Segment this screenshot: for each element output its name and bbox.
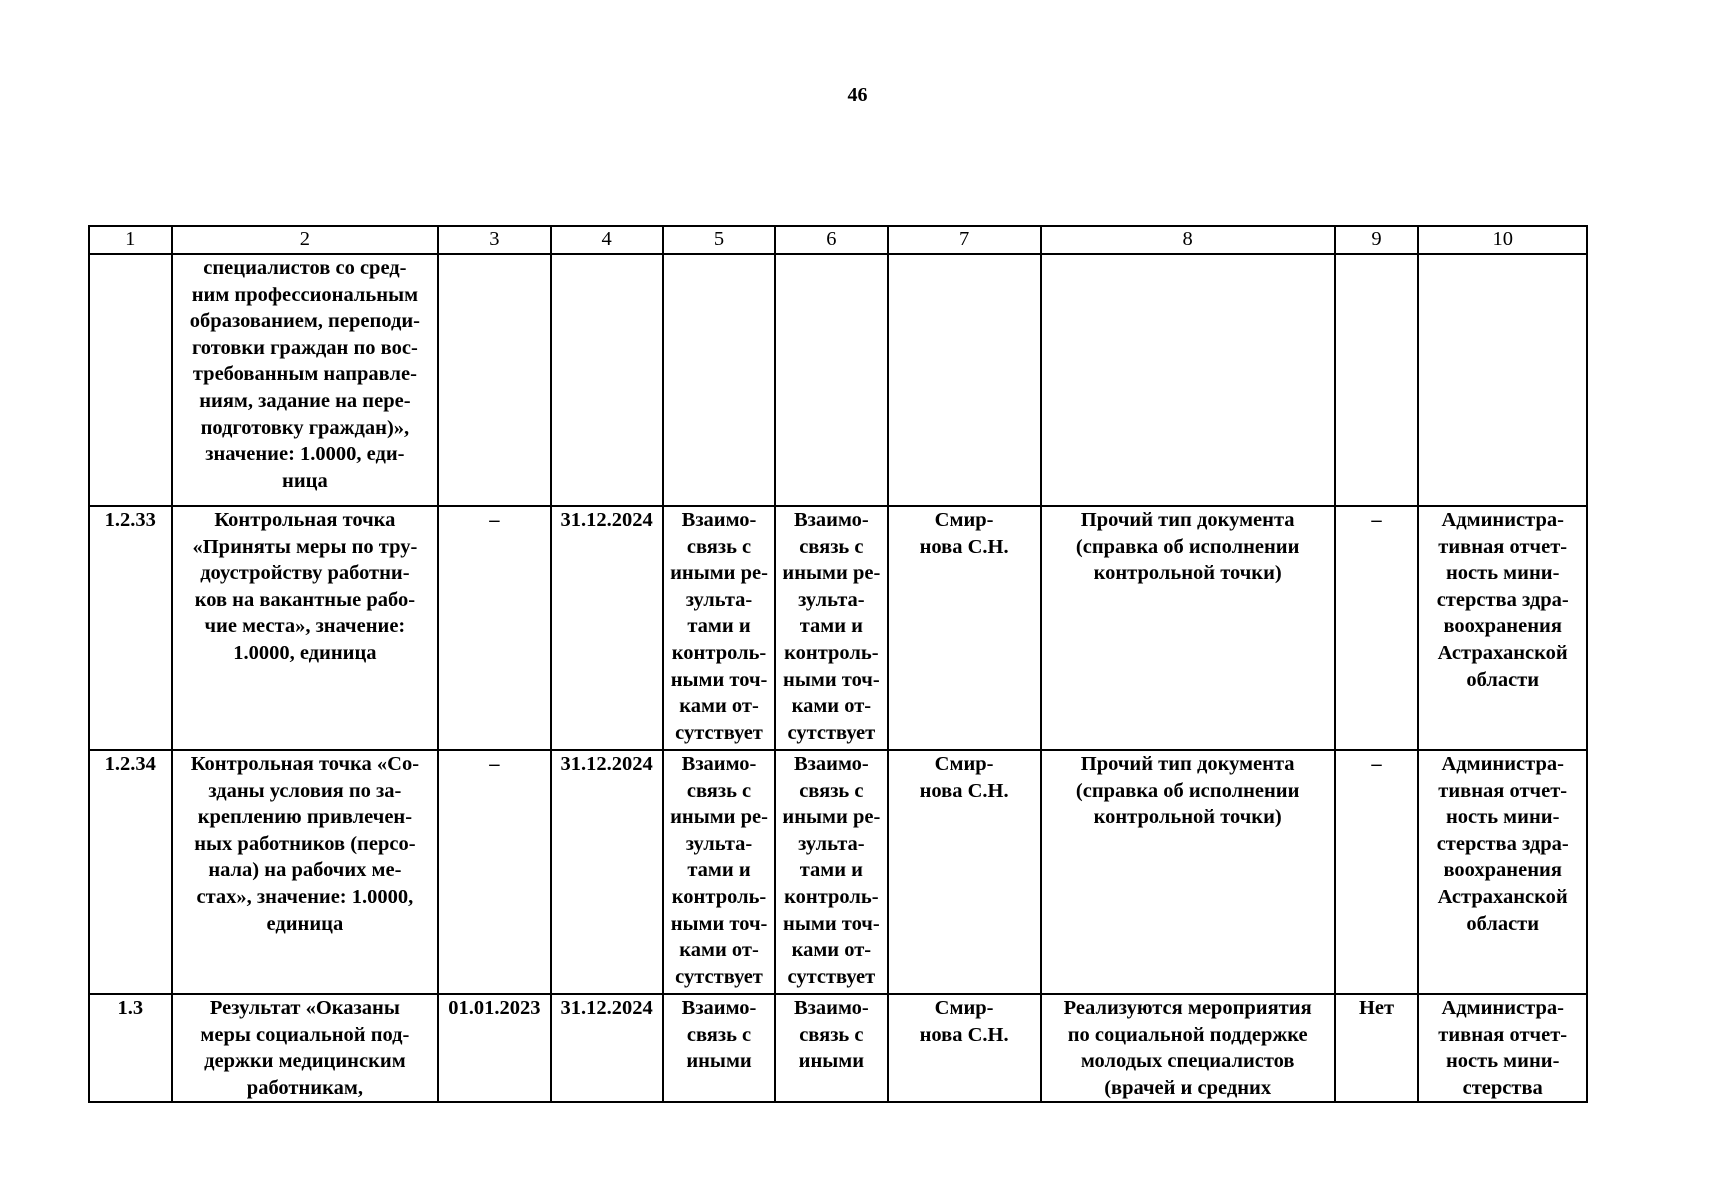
cell-text-line: контрольной точки) xyxy=(1093,806,1282,829)
table-cell-col-8 xyxy=(1041,506,1335,750)
cell-text-line: связь с xyxy=(686,779,752,802)
cell-text-line: 1.0000, единица xyxy=(233,641,377,664)
cell-text-line: готовки граждан по вос- xyxy=(191,336,418,359)
table-cell-col-6 xyxy=(775,750,887,994)
cell-text-line: тами и xyxy=(799,859,863,882)
page-number: 46 xyxy=(847,84,868,106)
cell-text-line: стах», значение: 1.0000, xyxy=(196,885,414,908)
cell-text-line: иными ре- xyxy=(670,562,768,585)
cell-text-line: сутствует xyxy=(787,721,876,744)
cell-text-line: Контрольная точка «Со- xyxy=(190,753,420,775)
cell-text-line: ков на вакантные рабо- xyxy=(194,588,416,611)
cell-text-line: связь с xyxy=(799,1023,864,1046)
cell-text-line: контроль- xyxy=(671,641,767,664)
table-cell-col-7 xyxy=(888,750,1041,994)
table-cell-col-1 xyxy=(89,750,172,994)
cell-text-line: ность мини- xyxy=(1445,562,1560,585)
cell-text-line: Взаимо- xyxy=(793,997,869,1019)
table-row xyxy=(89,994,1587,1102)
table-cell-col-5 xyxy=(663,750,775,994)
table-cell-col-8 xyxy=(1041,254,1335,506)
table-cell-col-3 xyxy=(438,506,550,750)
table-cell-col-7 xyxy=(888,994,1041,1102)
cell-text-line: тами и xyxy=(799,615,863,638)
cell-text-line: единица xyxy=(266,912,344,935)
cell-text-line: ность мини- xyxy=(1445,806,1560,829)
document-table xyxy=(88,225,1588,1103)
table-cell-col-3 xyxy=(438,750,550,994)
table-cell-col-4 xyxy=(551,254,663,506)
table-cell-col-2 xyxy=(172,994,439,1102)
header-cell: 10 xyxy=(1418,226,1587,254)
cell-text-line: (врачей и средних xyxy=(1104,1076,1272,1099)
cell-text-line: чие места», значение: xyxy=(204,615,406,638)
cell-text-line: ница xyxy=(282,469,328,492)
cell-text-line: тивная отчет- xyxy=(1438,535,1568,558)
cell-text-line: образованием, переподи- xyxy=(189,310,420,333)
cell-text-line: ками от- xyxy=(679,695,759,718)
table-cell-col-10 xyxy=(1418,254,1587,506)
header-cell: 5 xyxy=(663,226,775,254)
header-cell: 4 xyxy=(551,226,663,254)
cell-text-line: Смир- xyxy=(934,753,994,775)
cell-text-line: Взаимо- xyxy=(793,753,869,775)
table-cell-col-9 xyxy=(1335,994,1419,1102)
table-cell-col-3 xyxy=(438,254,550,506)
cell-text-line: иными xyxy=(798,1050,865,1073)
table-cell-col-8 xyxy=(1041,750,1335,994)
cell-text-line: 31.12.2024 xyxy=(560,997,653,1019)
cell-text-line: ными точ- xyxy=(783,668,880,691)
cell-text-line: зульта- xyxy=(685,832,753,855)
cell-text-line: – xyxy=(489,753,500,775)
cell-text-line: зульта- xyxy=(798,588,865,611)
cell-text-line: Прочий тип документа xyxy=(1080,509,1295,531)
cell-text-line: ниям, задание на пере- xyxy=(199,389,411,412)
cell-text-line: нова С.Н. xyxy=(919,1023,1009,1046)
header-cell: 7 xyxy=(888,226,1041,254)
cell-text-line: Прочий тип документа xyxy=(1080,753,1295,775)
cell-text-line: – xyxy=(1371,753,1382,775)
cell-text-line: доустройству работни- xyxy=(200,562,410,585)
cell-text-line: ками от- xyxy=(791,939,872,962)
cell-text-line: связь с xyxy=(686,1023,752,1046)
cell-text-line: иными xyxy=(686,1050,752,1073)
cell-text-line: 31.12.2024 xyxy=(560,753,653,775)
header-cell: 3 xyxy=(438,226,550,254)
cell-text-line: области xyxy=(1466,668,1540,691)
cell-text-line: ными точ- xyxy=(670,912,768,935)
cell-text-line: держки медицинским xyxy=(204,1050,406,1073)
cell-text-line: Смир- xyxy=(934,509,994,531)
table-cell-col-10 xyxy=(1418,506,1587,750)
cell-text-line: ним профессиональным xyxy=(191,283,419,306)
cell-text-line: иными ре- xyxy=(670,806,768,829)
cell-text-line: ками от- xyxy=(679,939,759,962)
cell-text-line: ными точ- xyxy=(783,912,880,935)
cell-text-line: Взаимо- xyxy=(793,509,869,531)
cell-text-line: креплению привлечен- xyxy=(197,806,413,829)
cell-text-line: Смир- xyxy=(934,997,994,1019)
cell-text-line: Астраханской xyxy=(1437,885,1568,908)
cell-text-line: иными ре- xyxy=(782,806,881,829)
header-cell: 2 xyxy=(172,226,439,254)
cell-text-line: ность мини- xyxy=(1445,1050,1560,1073)
cell-text-line: 1.2.33 xyxy=(104,509,156,531)
cell-text-line: 01.01.2023 xyxy=(448,997,541,1019)
header-cell: 9 xyxy=(1335,226,1419,254)
table-row xyxy=(89,254,1587,506)
cell-text-line: тивная отчет- xyxy=(1438,1023,1568,1046)
cell-text-line: (справка об исполнении xyxy=(1075,779,1300,802)
cell-text-line: Взаимо- xyxy=(681,509,757,531)
cell-text-line: (справка об исполнении xyxy=(1075,535,1300,558)
table-cell-col-3 xyxy=(438,994,550,1102)
cell-text-line: зданы условия по за- xyxy=(208,779,402,802)
cell-text-line: стерства здра- xyxy=(1436,588,1569,611)
cell-text-line: иными ре- xyxy=(782,562,881,585)
cell-text-line: стерства здра- xyxy=(1436,832,1569,855)
table-cell-col-10 xyxy=(1418,994,1587,1102)
table-cell-col-9 xyxy=(1335,750,1419,994)
cell-text-line: связь с xyxy=(686,535,752,558)
cell-text-line: – xyxy=(1371,509,1382,531)
table-cell-col-2 xyxy=(172,750,439,994)
cell-text-line: Администра- xyxy=(1441,753,1564,775)
table-cell-col-9 xyxy=(1335,506,1419,750)
cell-text-line: сутствует xyxy=(787,965,876,988)
table-cell-col-8 xyxy=(1041,994,1335,1102)
table-cell-col-10 xyxy=(1418,750,1587,994)
table-cell-col-1 xyxy=(89,254,172,506)
cell-text-line: контроль- xyxy=(784,641,879,664)
table-cell-col-1 xyxy=(89,994,172,1102)
cell-text-line: нова С.Н. xyxy=(919,779,1009,802)
cell-text-line: требованным направле- xyxy=(192,363,417,386)
cell-text-line: контроль- xyxy=(784,885,879,908)
cell-text-line: области xyxy=(1466,912,1540,935)
cell-text-line: стерства xyxy=(1462,1076,1543,1099)
cell-text-line: 31.12.2024 xyxy=(560,509,653,531)
cell-text-line: зульта- xyxy=(798,832,865,855)
cell-text-line: молодых специалистов xyxy=(1080,1050,1295,1073)
cell-text-line: «Приняты меры по тру- xyxy=(192,535,418,558)
cell-text-line: Реализуются мероприятия xyxy=(1063,997,1312,1019)
table-cell-col-2 xyxy=(172,506,439,750)
table-cell-col-2 xyxy=(172,254,439,506)
cell-text-line: работникам, xyxy=(246,1076,363,1099)
cell-text-line: связь с xyxy=(799,535,864,558)
cell-text-line: Взаимо- xyxy=(681,997,757,1019)
header-cell: 6 xyxy=(775,226,887,254)
cell-text-line: контроль- xyxy=(671,885,767,908)
table-cell-col-6 xyxy=(775,506,887,750)
cell-text-line: – xyxy=(489,509,500,531)
cell-text-line: тами и xyxy=(687,859,751,882)
table-cell-col-5 xyxy=(663,506,775,750)
cell-text-line: ными точ- xyxy=(670,668,768,691)
cell-text-line: воохранения xyxy=(1443,859,1562,882)
cell-text-line: ками от- xyxy=(791,695,872,718)
header-cell: 1 xyxy=(89,226,172,254)
cell-text-line: 1.3 xyxy=(117,997,144,1019)
cell-text-line: зульта- xyxy=(685,588,753,611)
cell-text-line: воохранения xyxy=(1443,615,1562,638)
table-cell-col-7 xyxy=(888,254,1041,506)
table-cell-col-4 xyxy=(551,506,663,750)
cell-text-line: Нет xyxy=(1358,997,1395,1019)
cell-text-line: Результат «Оказаны xyxy=(209,997,400,1019)
cell-text-line: меры социальной под- xyxy=(200,1023,410,1046)
cell-text-line: по социальной поддержке xyxy=(1067,1023,1308,1046)
cell-text-line: нала) на рабочих ме- xyxy=(208,859,402,882)
table-cell-col-4 xyxy=(551,994,663,1102)
cell-text-line: сутствует xyxy=(675,721,763,744)
cell-text-line: тами и xyxy=(687,615,751,638)
cell-text-line: Астраханской xyxy=(1437,641,1568,664)
cell-text-line: связь с xyxy=(799,779,864,802)
table-cell-col-5 xyxy=(663,254,775,506)
cell-text-line: подготовку граждан)», xyxy=(200,416,410,439)
header-cell: 8 xyxy=(1041,226,1335,254)
cell-text-line: нова С.Н. xyxy=(919,535,1009,558)
cell-text-line: Взаимо- xyxy=(681,753,757,775)
table-cell-col-6 xyxy=(775,994,887,1102)
cell-text-line: Администра- xyxy=(1441,509,1564,531)
cell-text-line: специалистов со сред- xyxy=(203,257,407,279)
table-cell-col-5 xyxy=(663,994,775,1102)
cell-text-line: значение: 1.0000, еди- xyxy=(205,443,405,466)
cell-text-line: контрольной точки) xyxy=(1093,562,1282,585)
table-cell-col-1 xyxy=(89,506,172,750)
table-cell-col-4 xyxy=(551,750,663,994)
table-row xyxy=(89,750,1587,994)
cell-text-line: сутствует xyxy=(675,965,763,988)
cell-text-line: 1.2.34 xyxy=(104,753,156,775)
cell-text-line: Администра- xyxy=(1441,997,1564,1019)
cell-text-line: Контрольная точка xyxy=(214,509,396,531)
table-row xyxy=(89,506,1587,750)
table-cell-col-7 xyxy=(888,506,1041,750)
table-cell-col-9 xyxy=(1335,254,1419,506)
cell-text-line: тивная отчет- xyxy=(1438,779,1568,802)
cell-text-line: ных работников (персо- xyxy=(194,832,416,855)
table-header-row xyxy=(89,226,1587,254)
table-cell-col-6 xyxy=(775,254,887,506)
